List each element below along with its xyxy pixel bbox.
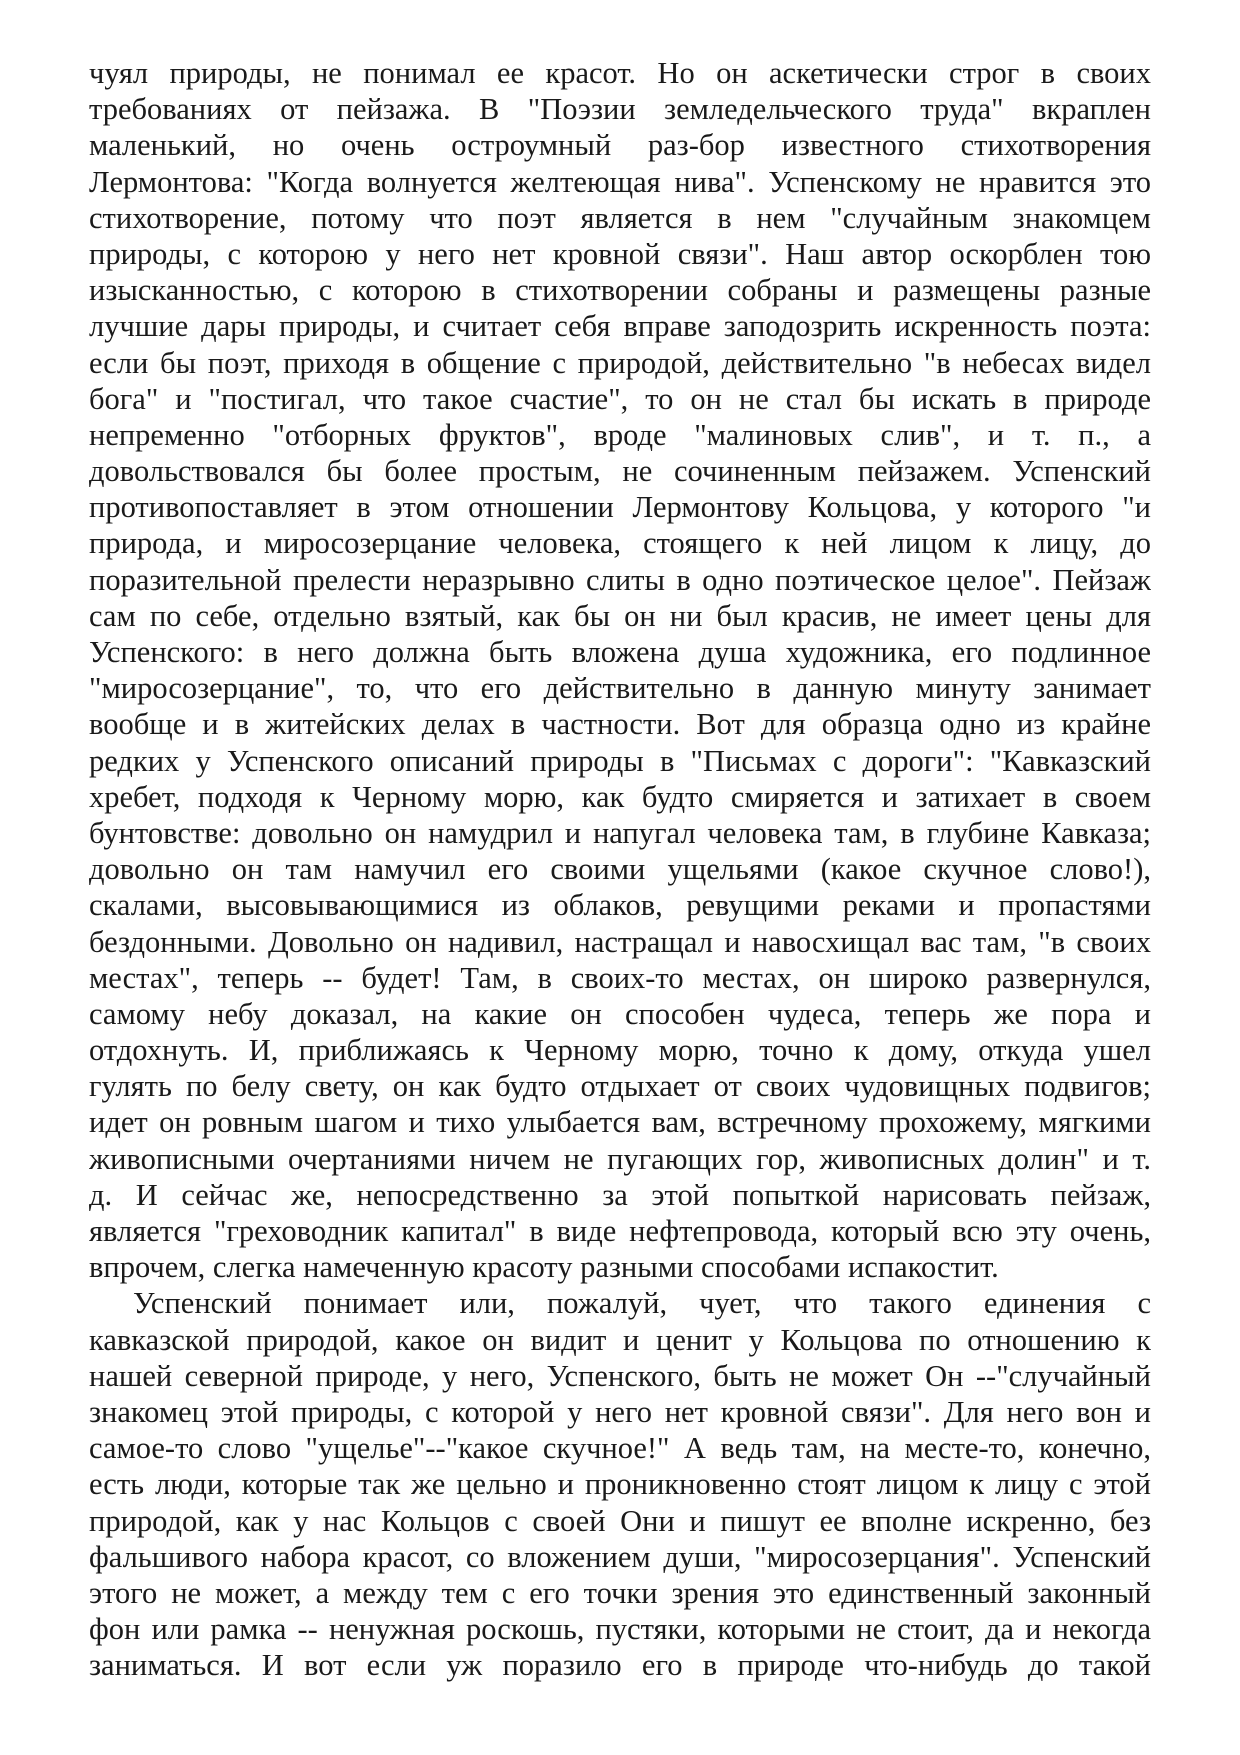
text-line: лучшие дары природы, и считает себя вправе заподозрить искренность поэта: [89, 309, 1151, 344]
text-line: заниматься. И вот если уж поразило его в природе что-нибудь до такой [89, 1648, 1151, 1683]
text-line: гулять по белу свету, он как будто отдыхает от своих чудовищных подвигов; [89, 1069, 1151, 1104]
text-line: требованиях от пейзажа. В "Поэзии земледельческого труда" вкраплен [89, 92, 1151, 127]
text-line: фальшивого набора красот, со вложением души, "миросозерцания". Успенский [89, 1539, 1151, 1574]
text-line: кавказской природой, какое он видит и ценит у Кольцова по отношению к [89, 1322, 1151, 1357]
text-line: сам по себе, отдельно взятый, как бы он ни был красив, не имеет цены для [89, 598, 1151, 633]
text-line: фон или рамка -- ненужная роскошь, пустяки, которыми не стоит, да и некогда [89, 1612, 1151, 1647]
document-page [89, 55, 1151, 1683]
text-line: Успенский понимает или, пожалуй, чует, что такого единения с [133, 1286, 1151, 1321]
paragraph-2 [89, 1285, 1151, 1683]
text-line: есть люди, которые так же цельно и проникновенно стоят лицом к лицу с этой [89, 1467, 1151, 1502]
text-line: живописными очертаниями ничем не пугающих гор, живописных долин" и т. [89, 1141, 1151, 1176]
text-line: бунтовстве: довольно он намудрил и напугал человека там, в глубине Кавказа; [89, 815, 1151, 850]
text-line: непременно "отборных фруктов", вроде "малиновых слив", и т. п., а [89, 417, 1151, 452]
text-line: хребет, подходя к Черному морю, как будто смиряется и затихает в своем [89, 779, 1151, 814]
text-line: природа, и миросозерцание человека, стоящего к ней лицом к лицу, до [89, 526, 1151, 561]
paragraph-1 [89, 55, 1151, 1285]
text-line: знакомец этой природы, с которой у него нет кровной связи". Для него вон и [89, 1394, 1151, 1429]
text-line: поразительной прелести неразрывно слиты в одно поэтическое целое". Пейзаж [89, 562, 1151, 597]
text-line: является "греховодник капитал" в виде нефтепровода, который всю эту очень, [89, 1214, 1151, 1248]
text-line: самое-то слово "ущелье"--"какое скучное!" А ведь там, на месте-то, конечно, [89, 1431, 1151, 1466]
text-line: идет он ровным шагом и тихо улыбается вам, встречному прохожему, мягкими [89, 1105, 1151, 1140]
text-line: природой, как у нас Кольцов с своей Они и пишут ее вполне искренно, без [89, 1503, 1151, 1538]
text-line: стихотворение, потому что поэт является в нем "случайным знакомцем [89, 200, 1151, 235]
text-line: д. И сейчас же, непосредственно за этой попыткой нарисовать пейзаж, [89, 1177, 1151, 1212]
text-line: вообще и в житейских делах в частности. Вот для образца одно из крайне [89, 707, 1151, 742]
text-line: этого не может, а между тем с его точки зрения это единственный законный [89, 1575, 1151, 1610]
text-line: Успенского: в него должна быть вложена душа художника, его подлинное [89, 635, 1151, 669]
text-line: чуял природы, не понимал ее красот. Но он аскетически строг в своих [89, 56, 1151, 90]
text-line: природы, с которою у него нет кровной связи". Наш автор оскорблен тою [89, 236, 1151, 271]
text-line: местах", теперь -- будет! Там, в своих-то местах, он широко развернулся, [89, 960, 1151, 995]
text-line: отдохнуть. И, приближаясь к Черному морю, точно к дому, откуда ушел [89, 1033, 1151, 1068]
text-line: скалами, высовывающимися из облаков, ревущими реками и пропастями [89, 888, 1151, 923]
text-line: "миросозерцание", то, что его действительно в данную минуту занимает [89, 671, 1151, 706]
text-line: если бы поэт, приходя в общение с природой, действительно "в небесах видел [89, 345, 1151, 380]
text-line: бездонными. Довольно он надивил, настращал и навосхищал вас там, "в своих [89, 924, 1151, 959]
text-line: довольствовался бы более простым, не сочиненным пейзажем. Успенский [89, 454, 1151, 489]
text-line: изысканностью, с которою в стихотворении собраны и размещены разные [89, 273, 1151, 308]
text-line: впрочем, слегка намеченную красоту разными способами испакостит. [89, 1250, 999, 1285]
text-line: противопоставляет в этом отношении Лермонтову Кольцова, у которого "и [89, 490, 1151, 525]
text-line: довольно он там намучил его своими ущельями (какое скучное слово!), [89, 852, 1151, 887]
text-line: редких у Успенского описаний природы в "Письмах с дороги": "Кавказский [89, 743, 1151, 778]
text-line: маленький, но очень остроумный раз-бор известного стихотворения [89, 128, 1151, 163]
text-line: Лермонтова: "Когда волнуется желтеющая нива". Успенскому не нравится это [89, 164, 1151, 199]
text-line: самому небу доказал, на какие он способен чудеса, теперь же пора и [89, 996, 1151, 1031]
text-line: нашей северной природе, у него, Успенского, быть не может Он --"случайный [89, 1358, 1151, 1393]
text-line: бога" и "постигал, что такое счастие", то он не стал бы искать в природе [89, 381, 1151, 416]
